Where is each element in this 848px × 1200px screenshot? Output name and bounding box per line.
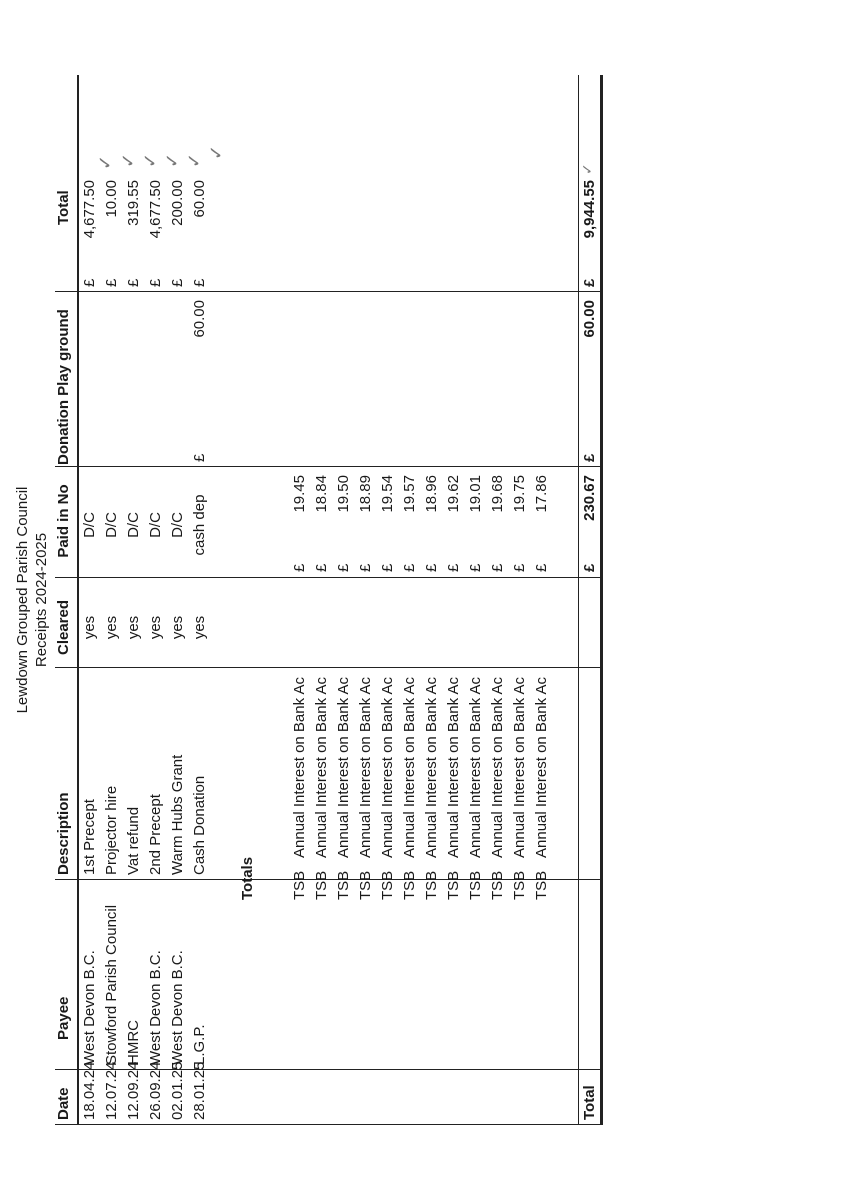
row-paid-in: cash dep bbox=[191, 494, 208, 556]
interest-payee: TSB bbox=[423, 870, 440, 900]
row-payee: West Devon B.C. bbox=[147, 950, 164, 1065]
row-paid-in: D/C bbox=[147, 512, 164, 538]
row-description: Warm Hubs Grant bbox=[169, 754, 186, 875]
row-payee: West Devon B.C. bbox=[169, 950, 186, 1065]
interest-currency: £ bbox=[401, 563, 418, 572]
row-payee: Stowford Parish Council bbox=[103, 904, 120, 1065]
document-subtitle: Receipts 2024-2025 bbox=[33, 532, 50, 668]
interest-description: Annual Interest on Bank Ac bbox=[357, 677, 374, 858]
interest-amount: 17.86 bbox=[533, 475, 550, 513]
header-cleared: Cleared bbox=[55, 599, 72, 656]
footer-total-label: Total bbox=[581, 1085, 598, 1120]
check-mark-icon: ✓ bbox=[580, 163, 596, 175]
footer-donation-total: 60.00 bbox=[581, 300, 598, 338]
row-payee: L.G.P. bbox=[191, 1024, 208, 1065]
interest-description: Annual Interest on Bank Ac bbox=[291, 677, 308, 858]
row-payee: HMRC bbox=[125, 1020, 142, 1065]
document-title: Lewdown Grouped Parish Council bbox=[14, 486, 31, 714]
row-paid-in: D/C bbox=[81, 512, 98, 538]
interest-description: Annual Interest on Bank Ac bbox=[313, 677, 330, 858]
footer-donation-currency: £ bbox=[581, 453, 598, 462]
row-date: 12.09.24 bbox=[125, 1061, 142, 1120]
interest-amount: 19.01 bbox=[467, 475, 484, 513]
footer-paid-in-currency: £ bbox=[581, 563, 598, 572]
interest-payee: TSB bbox=[291, 870, 308, 900]
interest-description: Annual Interest on Bank Ac bbox=[401, 677, 418, 858]
totals-heading: Totals bbox=[239, 856, 256, 900]
row-description: 2nd Precept bbox=[147, 794, 164, 875]
row-donation-currency: £ bbox=[191, 453, 208, 462]
interest-currency: £ bbox=[467, 563, 484, 572]
interest-amount: 19.57 bbox=[401, 475, 418, 513]
row-total-currency: £ bbox=[147, 278, 164, 287]
interest-description: Annual Interest on Bank Ac bbox=[511, 677, 528, 858]
row-total: 60.00 bbox=[191, 180, 208, 218]
row-date: 18.04.24 bbox=[81, 1061, 98, 1120]
row-cleared: yes bbox=[81, 615, 98, 640]
grid-line bbox=[55, 667, 600, 668]
interest-currency: £ bbox=[357, 563, 374, 572]
row-total-currency: £ bbox=[169, 278, 186, 287]
row-total-currency: £ bbox=[191, 278, 208, 287]
header-payee: Payee bbox=[55, 996, 72, 1040]
row-cleared: yes bbox=[169, 615, 186, 640]
interest-amount: 19.50 bbox=[335, 475, 352, 513]
check-mark-icon: ✓ bbox=[162, 152, 183, 168]
interest-amount: 19.62 bbox=[445, 475, 462, 513]
row-description: 1st Precept bbox=[81, 799, 98, 875]
grid-line bbox=[55, 1124, 600, 1125]
row-total-currency: £ bbox=[81, 278, 98, 287]
interest-currency: £ bbox=[423, 563, 440, 572]
interest-description: Annual Interest on Bank Ac bbox=[335, 677, 352, 858]
interest-payee: TSB bbox=[313, 870, 330, 900]
row-cleared: yes bbox=[125, 615, 142, 640]
footer-grand-total: 9,944.55 bbox=[581, 180, 598, 239]
row-total: 10.00 bbox=[103, 180, 120, 218]
row-date: 28.01.25 bbox=[191, 1061, 208, 1120]
check-mark-icon: ✓ bbox=[206, 144, 227, 160]
interest-currency: £ bbox=[291, 563, 308, 572]
header-description: Description bbox=[55, 792, 72, 875]
header-total: Total bbox=[55, 190, 72, 225]
header-paid-in: Paid in No bbox=[55, 484, 72, 558]
grid-line bbox=[55, 291, 600, 292]
footer-rule-bottom bbox=[600, 75, 603, 1125]
check-mark-icon: ✓ bbox=[118, 152, 139, 168]
row-cleared: yes bbox=[191, 615, 208, 640]
header-donation: Donation Play ground bbox=[55, 309, 72, 465]
interest-currency: £ bbox=[533, 563, 550, 572]
header-rule bbox=[77, 75, 79, 1125]
footer-rule-top bbox=[578, 75, 579, 1125]
interest-amount: 19.75 bbox=[511, 475, 528, 513]
check-mark-icon: ✓ bbox=[95, 154, 116, 170]
header-date: Date bbox=[55, 1087, 72, 1120]
interest-amount: 19.54 bbox=[379, 475, 396, 513]
interest-payee: TSB bbox=[335, 870, 352, 900]
interest-description: Annual Interest on Bank Ac bbox=[379, 677, 396, 858]
interest-description: Annual Interest on Bank Ac bbox=[445, 677, 462, 858]
interest-currency: £ bbox=[445, 563, 462, 572]
interest-currency: £ bbox=[489, 563, 506, 572]
row-total: 4,677.50 bbox=[81, 180, 98, 239]
interest-payee: TSB bbox=[489, 870, 506, 900]
row-paid-in: D/C bbox=[125, 512, 142, 538]
footer-paid-in-total: 230.67 bbox=[581, 475, 598, 521]
interest-description: Annual Interest on Bank Ac bbox=[423, 677, 440, 858]
row-cleared: yes bbox=[103, 615, 120, 640]
interest-amount: 18.84 bbox=[313, 475, 330, 513]
interest-payee: TSB bbox=[467, 870, 484, 900]
row-description: Cash Donation bbox=[191, 775, 208, 875]
interest-payee: TSB bbox=[401, 870, 418, 900]
row-description: Vat refund bbox=[125, 806, 142, 875]
interest-payee: TSB bbox=[445, 870, 462, 900]
interest-description: Annual Interest on Bank Ac bbox=[489, 677, 506, 858]
row-paid-in: D/C bbox=[103, 512, 120, 538]
row-total-currency: £ bbox=[103, 278, 120, 287]
interest-description: Annual Interest on Bank Ac bbox=[533, 677, 550, 858]
check-mark-icon: ✓ bbox=[140, 152, 161, 168]
interest-currency: £ bbox=[511, 563, 528, 572]
interest-payee: TSB bbox=[533, 870, 550, 900]
interest-amount: 19.45 bbox=[291, 475, 308, 513]
row-cleared: yes bbox=[147, 615, 164, 640]
interest-amount: 18.89 bbox=[357, 475, 374, 513]
row-donation: 60.00 bbox=[191, 300, 208, 338]
interest-currency: £ bbox=[379, 563, 396, 572]
row-paid-in: D/C bbox=[169, 512, 186, 538]
interest-payee: TSB bbox=[511, 870, 528, 900]
row-total: 200.00 bbox=[169, 180, 186, 226]
grid-line bbox=[55, 466, 600, 467]
interest-currency: £ bbox=[313, 563, 330, 572]
check-mark-icon: ✓ bbox=[184, 152, 205, 168]
interest-description: Annual Interest on Bank Ac bbox=[467, 677, 484, 858]
row-total: 4,677.50 bbox=[147, 180, 164, 239]
row-description: Projector hire bbox=[103, 785, 120, 875]
row-payee: West Devon B.C. bbox=[81, 950, 98, 1065]
row-date: 12.07.24 bbox=[103, 1061, 120, 1120]
grid-line bbox=[55, 577, 600, 578]
footer-total-currency: £ bbox=[581, 278, 598, 287]
interest-amount: 19.68 bbox=[489, 475, 506, 513]
interest-currency: £ bbox=[335, 563, 352, 572]
row-date: 26.09.24 bbox=[147, 1061, 164, 1120]
interest-payee: TSB bbox=[379, 870, 396, 900]
row-total: 319.55 bbox=[125, 180, 142, 226]
interest-payee: TSB bbox=[357, 870, 374, 900]
row-date: 02.01.25 bbox=[169, 1061, 186, 1120]
interest-amount: 18.96 bbox=[423, 475, 440, 513]
row-total-currency: £ bbox=[125, 278, 142, 287]
